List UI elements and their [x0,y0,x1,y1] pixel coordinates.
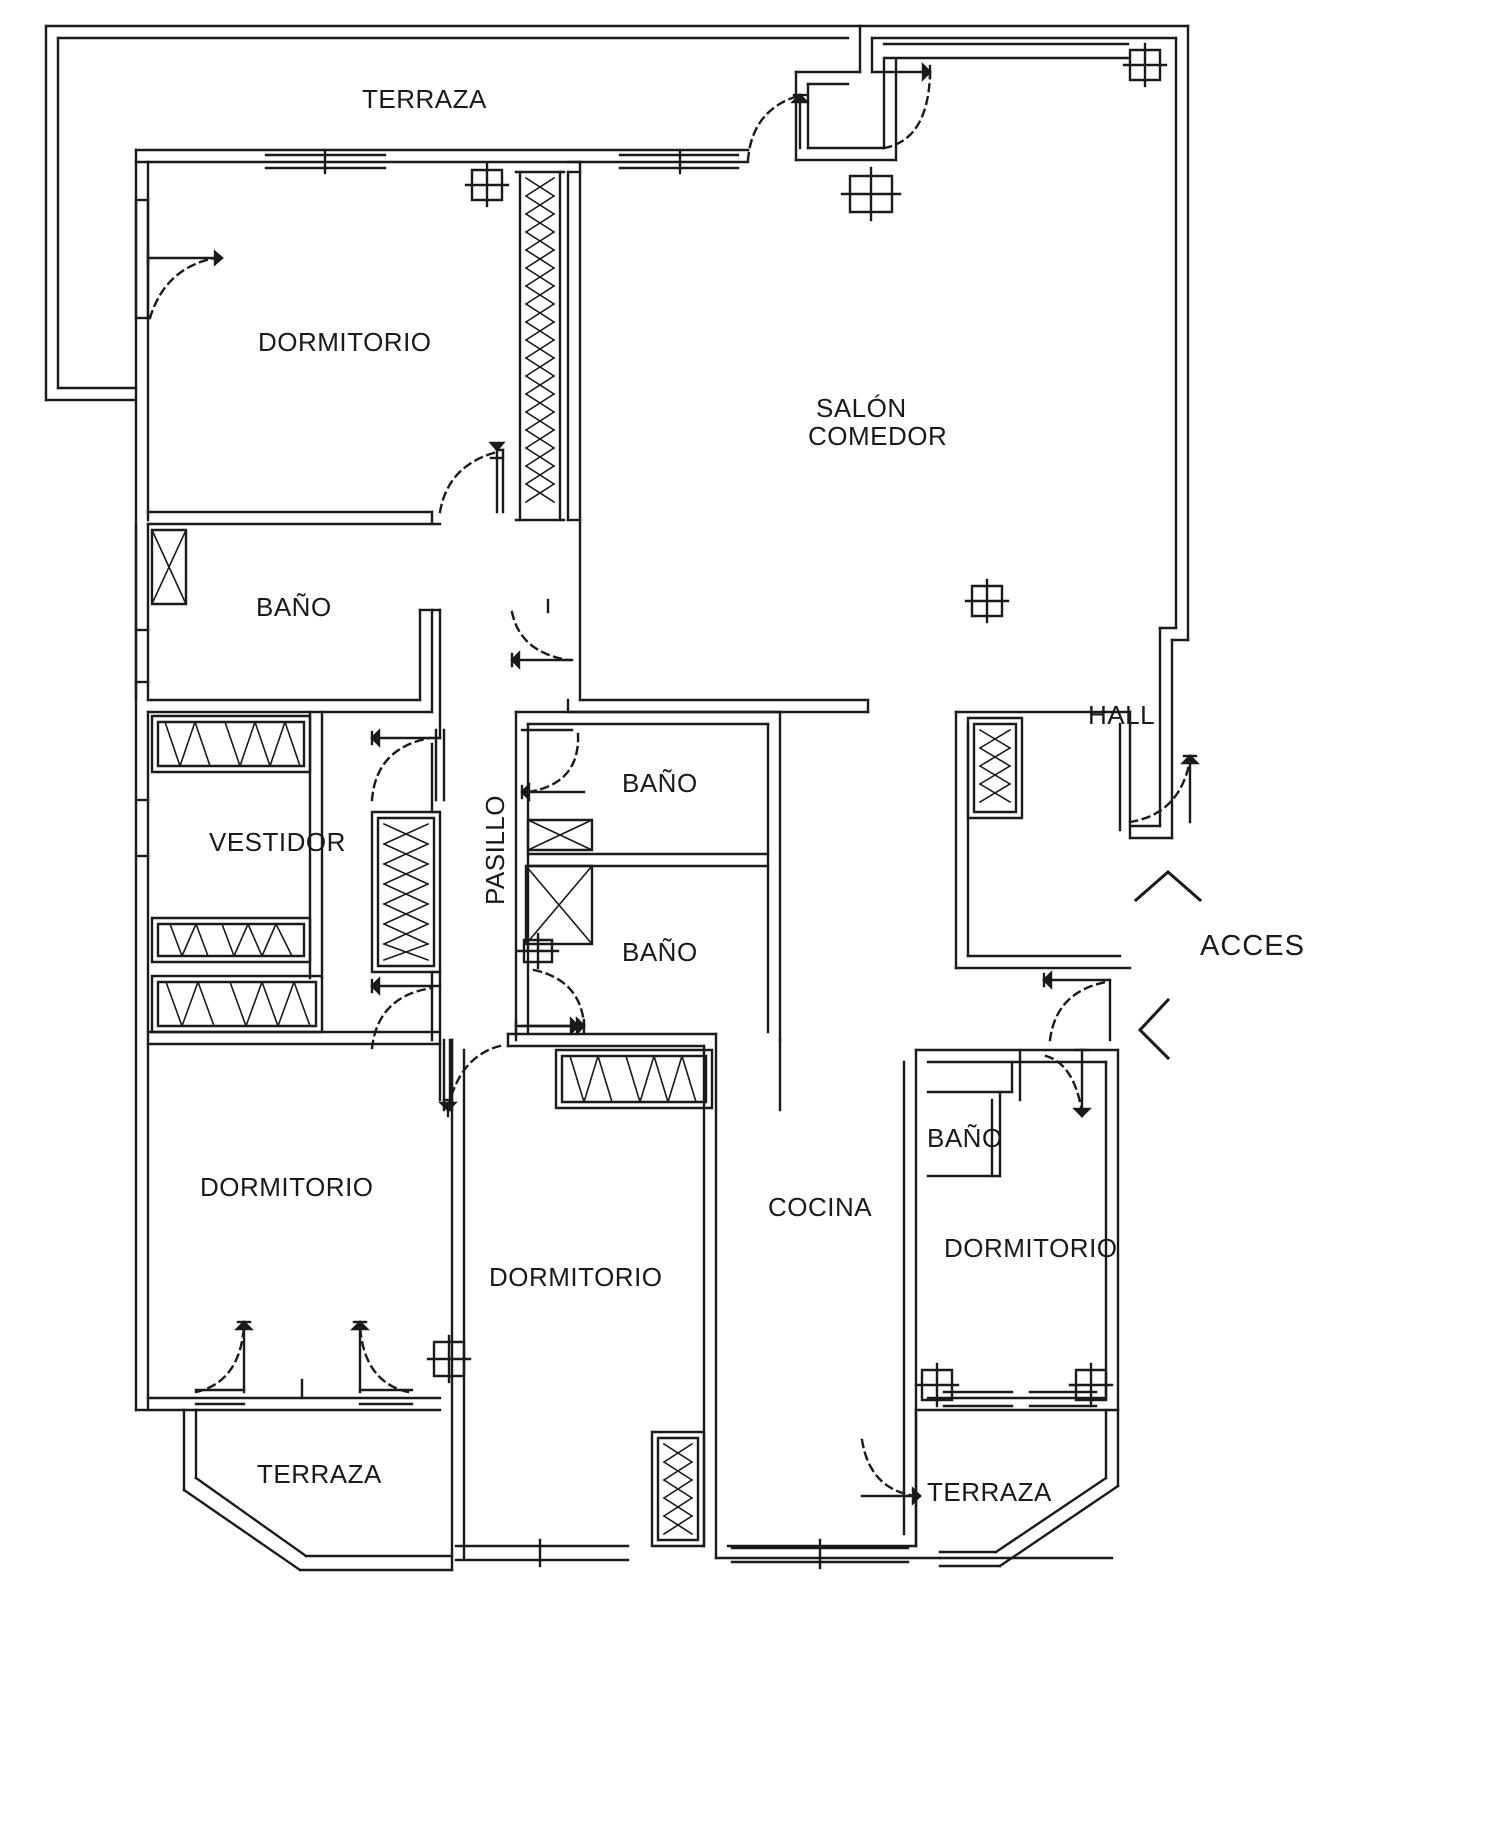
room-label-bano-3: BAÑO [622,937,698,967]
room-label-dormitorio-1: DORMITORIO [258,327,432,357]
room-label-salon: SALÓN [816,393,907,423]
room-label-dormitorio-2: DORMITORIO [200,1172,374,1202]
room-label-cocina: COCINA [768,1192,873,1222]
room-label-bano-2: BAÑO [622,768,698,798]
room-label-hall: HALL [1088,700,1156,730]
room-label-bano-1: BAÑO [256,592,332,622]
label-acceso: ACCES [1200,930,1305,962]
room-label-terraza-suroeste: TERRAZA [257,1459,382,1489]
room-label-terraza-norte: TERRAZA [362,84,487,114]
room-label-comedor: COMEDOR [808,421,948,451]
room-label-bano-4: BAÑO [927,1123,1003,1153]
room-label-vestidor: VESTIDOR [209,827,346,857]
room-label-dormitorio-4: DORMITORIO [489,1262,663,1292]
room-label-pasillo: PASILLO [480,795,510,905]
room-label-dormitorio-3: DORMITORIO [944,1233,1118,1263]
room-label-terraza-sureste: TERRAZA [927,1477,1052,1507]
